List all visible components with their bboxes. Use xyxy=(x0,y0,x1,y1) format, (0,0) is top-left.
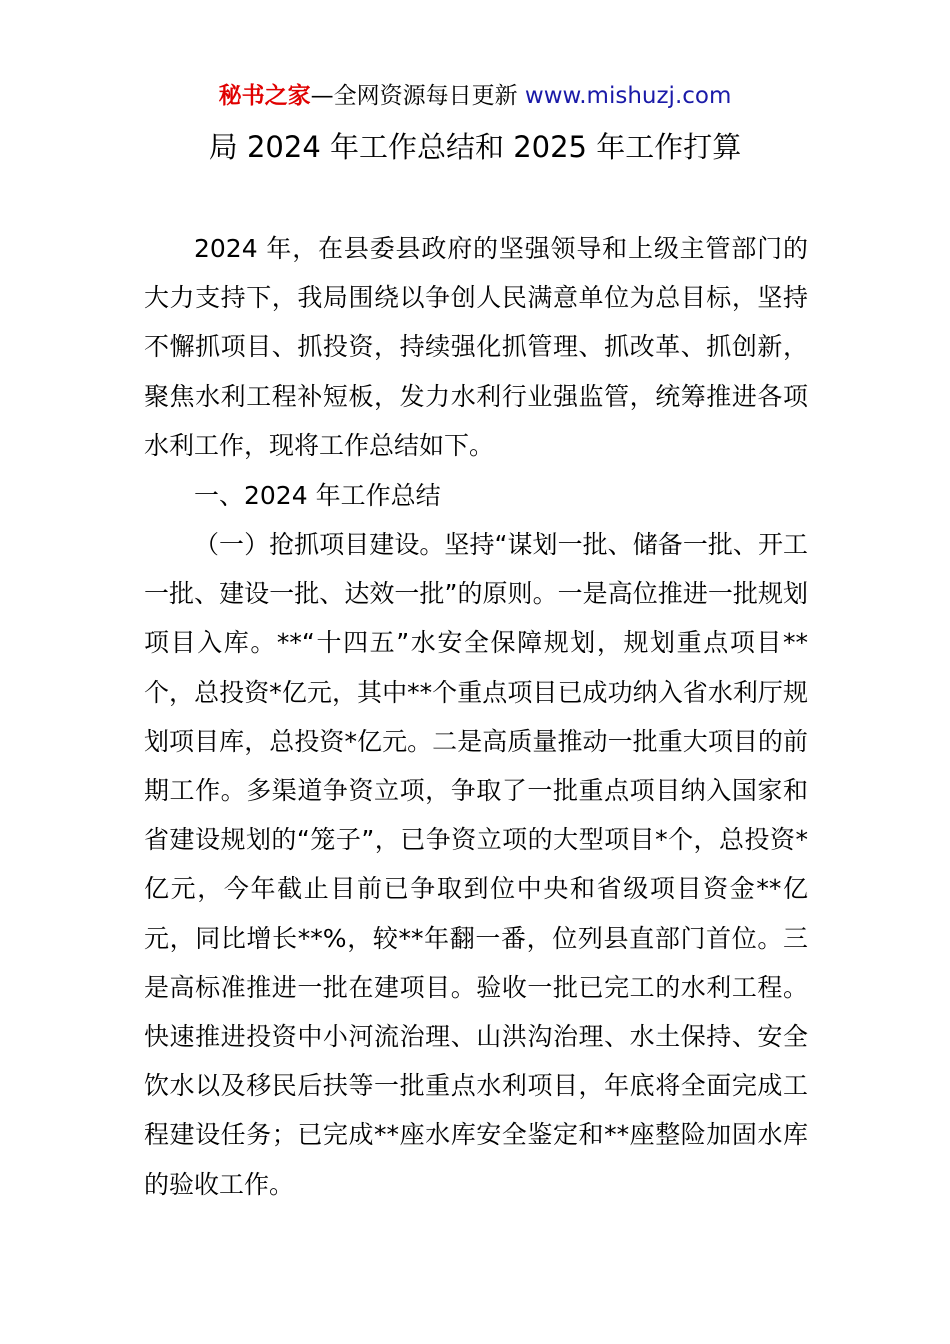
section-paragraph: （一）抢抓项目建设。坚持“谋划一批、储备一批、开工一批、建设一批、达效一批”的原则。一是高位推进一批规划项目入库。**“十四五”水安全保障规划，规划重点项目**个，总投资*亿元，其中**个重点项目已成功纳入省水利厅规划项目库，总投资*亿元。二是高质量推动一批重大项目的前期工作。多渠道争资立项，争取了一批重点项目纳入国家和省建设规划的“笼子”，已争资立项的大型项目*个，总投资*亿元，今年截止目前已争取到位中央和省级项目资金**亿元，同比增长**%，较**年翻一番，位列县直部门首位。三是高标准推进一批在建项目。验收一批已完工的水利工程。快速推进投资中小河流治理、山洪沟治理、水土保持、安全饮水以及移民后扶等一批重点水利项目，年底将全面完成工程建设任务；已完成**座水库安全鉴定和**座整险加固水库的验收工作。 xyxy=(144,530,808,1199)
site-url-link[interactable]: www.mishuzj.com xyxy=(524,83,732,109)
site-tagline: —全网资源每日更新 xyxy=(310,83,525,109)
site-header xyxy=(0,80,950,112)
site-brand: 秘书之家 xyxy=(218,83,311,109)
intro-paragraph: 2024 年，在县委县政府的坚强领导和上级主管部门的大力支持下，我局围绕以争创人民满意单位为总目标，坚持不懈抓项目、抓投资，持续强化抓管理、抓改革、抓创新，聚焦水利工程补短板，发力水利行业强监管，统筹推进各项水利工作，现将工作总结如下。 xyxy=(144,234,808,460)
document-title: 局 2024 年工作总结和 2025 年工作打算 xyxy=(208,130,742,164)
section-heading: 一、2024 年工作总结 xyxy=(194,481,441,510)
